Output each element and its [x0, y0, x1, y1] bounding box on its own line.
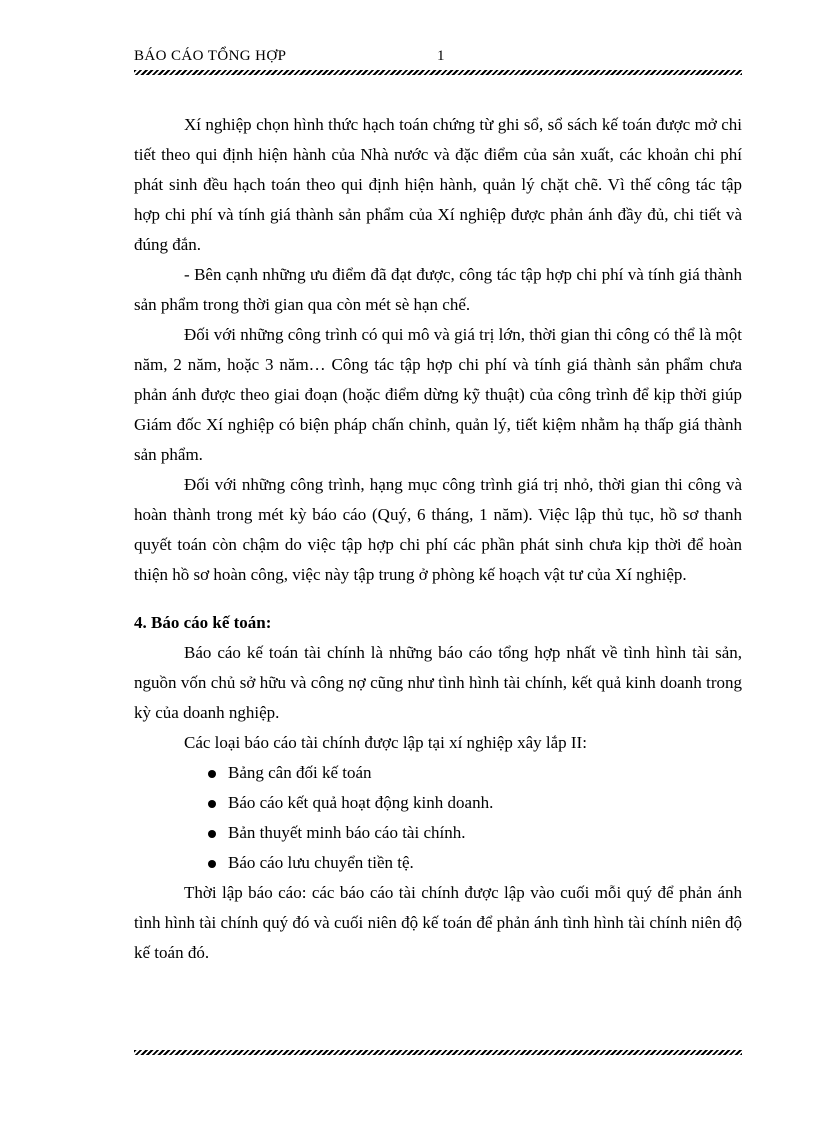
paragraph-large-projects: Đối với những công trình có qui mô và giá trị lớn, thời gian thi công có thể là một năm, 2 năm, hoặc 3 năm… Công tác tập hợp chi phí và tính giá thành sản phẩm chưa phản ánh được theo giai đoạn (hoặc điểm dừng kỹ thuật) của công trình để kịp thời giúp Giám đốc Xí nghiệp có biện pháp chấn chỉnh, quản lý, tiết kiệm nhằm hạ thấp giá thành sản phẩm. — [134, 325, 742, 464]
footer-divider — [134, 1050, 742, 1055]
header-divider — [134, 70, 742, 75]
page-header — [134, 48, 742, 68]
paragraph-small-projects: Đối với những công trình, hạng mục công trình giá trị nhỏ, thời gian thi công và hoàn thành trong mét kỳ báo cáo (Quý, 6 tháng, 1 năm). Việc lập thủ tục, hồ sơ thanh quyết toán còn chậm do việc tập hợp chi phí các phần phát sinh chưa kịp thời để hoàn thiện hồ sơ hoàn công, việc này tập trung ở phòng kế hoạch vật tư của Xí nghiệp. — [134, 475, 742, 584]
report-types-list — [134, 758, 742, 878]
paragraph-report-timing: Thời lập báo cáo: các báo cáo tài chính được lập vào cuối mỗi quý để phản ánh tình hình tài chính quý đó và cuối niên độ kế toán để phản ánh tình hình tài chính niên độ kế toán đó. — [134, 883, 742, 962]
list-item-text: Bảng cân đối kế toán — [228, 763, 372, 782]
list-item-text: Báo cáo lưu chuyển tiền tệ. — [228, 853, 414, 872]
paragraph-report-types: Các loại báo cáo tài chính được lập tại xí nghiệp xây lắp II: — [184, 733, 587, 752]
list-item — [206, 848, 742, 878]
list-item-text: Bản thuyết minh báo cáo tài chính. — [228, 823, 466, 842]
page-number: 1 — [437, 48, 445, 64]
bullet-icon — [208, 800, 216, 808]
section-heading: 4. Báo cáo kế toán: — [134, 613, 272, 632]
list-item — [206, 818, 742, 848]
document-body — [134, 110, 742, 968]
paragraph-limitations-intro: - Bên cạnh những ưu điểm đã đạt được, công tác tập hợp chi phí và tính giá thành sản phẩm trong thời gian qua còn mét sè hạn chế. — [134, 265, 742, 314]
bullet-icon — [208, 830, 216, 838]
bullet-icon — [208, 770, 216, 778]
header-title: BÁO CÁO TỔNG HỢP — [134, 48, 287, 64]
paragraph-report-definition: Báo cáo kế toán tài chính là những báo cáo tổng hợp nhất về tình hình tài sản, nguồn vốn chủ sở hữu và công nợ cũng như tình hình tài chính, kết quả kinh doanh trong kỳ của doanh nghiệp. — [134, 643, 742, 722]
paragraph-accounting-form: Xí nghiệp chọn hình thức hạch toán chứng từ ghi sổ, sổ sách kế toán được mở chi tiết theo qui định hiện hành của Nhà nước và đặc điểm của sản xuất, các khoản chi phí phát sinh đều hạch toán theo qui định hiện hành, quản lý chặt chẽ. Vì thế công tác tập hợp chi phí và tính giá thành sản phẩm của Xí nghiệp được phản ánh đầy đủ, chi tiết và đúng đắn. — [134, 115, 742, 254]
bullet-icon — [208, 860, 216, 868]
list-item — [206, 788, 742, 818]
list-item — [206, 758, 742, 788]
list-item-text: Báo cáo kết quả hoạt động kinh doanh. — [228, 793, 494, 812]
